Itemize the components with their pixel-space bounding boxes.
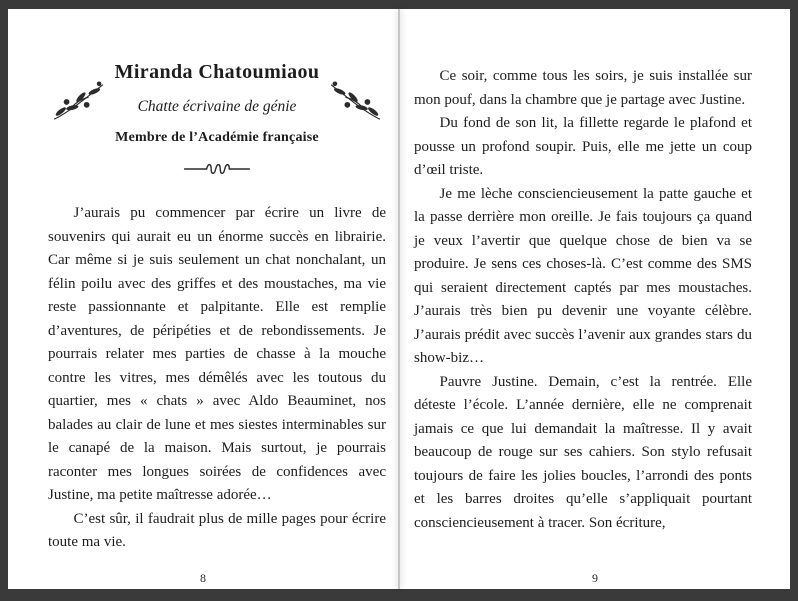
paragraph: Du fond de son lit, la fillette regarde le plafond et pousse un profond soupir. Puis, elle me jette un coup d’œil triste. (414, 115, 752, 178)
right-page-text (414, 65, 752, 535)
book-subtitle: Chatte écrivaine de génie (137, 98, 297, 115)
book-spread (8, 9, 790, 589)
page-left (8, 9, 398, 589)
squiggle-divider-icon (48, 162, 386, 176)
paragraph: J’aurais pu commencer par écrire un livre de souvenirs qui aurait eu un énorme succès en librairie. Car même si je suis seulement un chat nonchalant, un félin poilu avec des griffes et des moustaches, ma vie reste passionnante et palpitante. Elle est remplie d’aventures, de péripéties et de rebondissements. Je pourrais relater mes parties de chasse à la mouche contre les vitres, mes démêlés avec les toutous du quartier, mes « chats » avec Aldo Beauminet, nos balades au clair de lune et mes siestes interminables sur le canapé de la maison. Mais surtout, je pourrais raconter mes longues soirées de confidences avec Justine, ma petite maîtresse adorée… (48, 205, 386, 503)
page-number-right: 9 (592, 571, 598, 585)
book-affiliation: Membre de l’Académie française (115, 130, 319, 145)
paragraph: Ce soir, comme tous les soirs, je suis installée sur mon pouf, dans la chambre que je partage avec Justine. (414, 68, 752, 108)
olive-branch-right-icon (327, 79, 383, 128)
header-text (115, 61, 320, 146)
paragraph: Pauvre Justine. Demain, c’est la rentrée. Elle déteste l’école. L’année dernière, elle ne comprenait jamais ce que lui demandait la maîtresse. Il y avait beaucoup de rouge sur ses cahiers. Son stylo refusait toujours de faire les jolies boucles, l’arrondi des ponts et les barres droites qu’elle s’appliquait pourtant consciencieusement à tracer. Son écriture, (414, 373, 752, 531)
book-title: Miranda Chatoumiaou (114, 61, 320, 83)
paragraph: Je me lèche consciencieusement la patte gauche et la passe derrière mon oreille. Je fais toujours ça quand je veux l’avertir que quelque chose de bien va se produire. Je sens ces choses-là. C’est comme des SMS qui seraient directement captés par mes moustaches. J’aurais très bien pu devenir une voyante célèbre. J’aurais prédit avec succès l’avenir aux grandes stars du show-biz… (414, 185, 752, 366)
page-right (400, 9, 790, 589)
page-number-left: 8 (200, 571, 206, 585)
olive-branch-left-icon (51, 79, 107, 128)
left-page-text (48, 202, 386, 555)
paragraph: C’est sûr, il faudrait plus de mille pages pour écrire toute ma vie. (48, 510, 386, 550)
chapter-header (48, 61, 386, 146)
